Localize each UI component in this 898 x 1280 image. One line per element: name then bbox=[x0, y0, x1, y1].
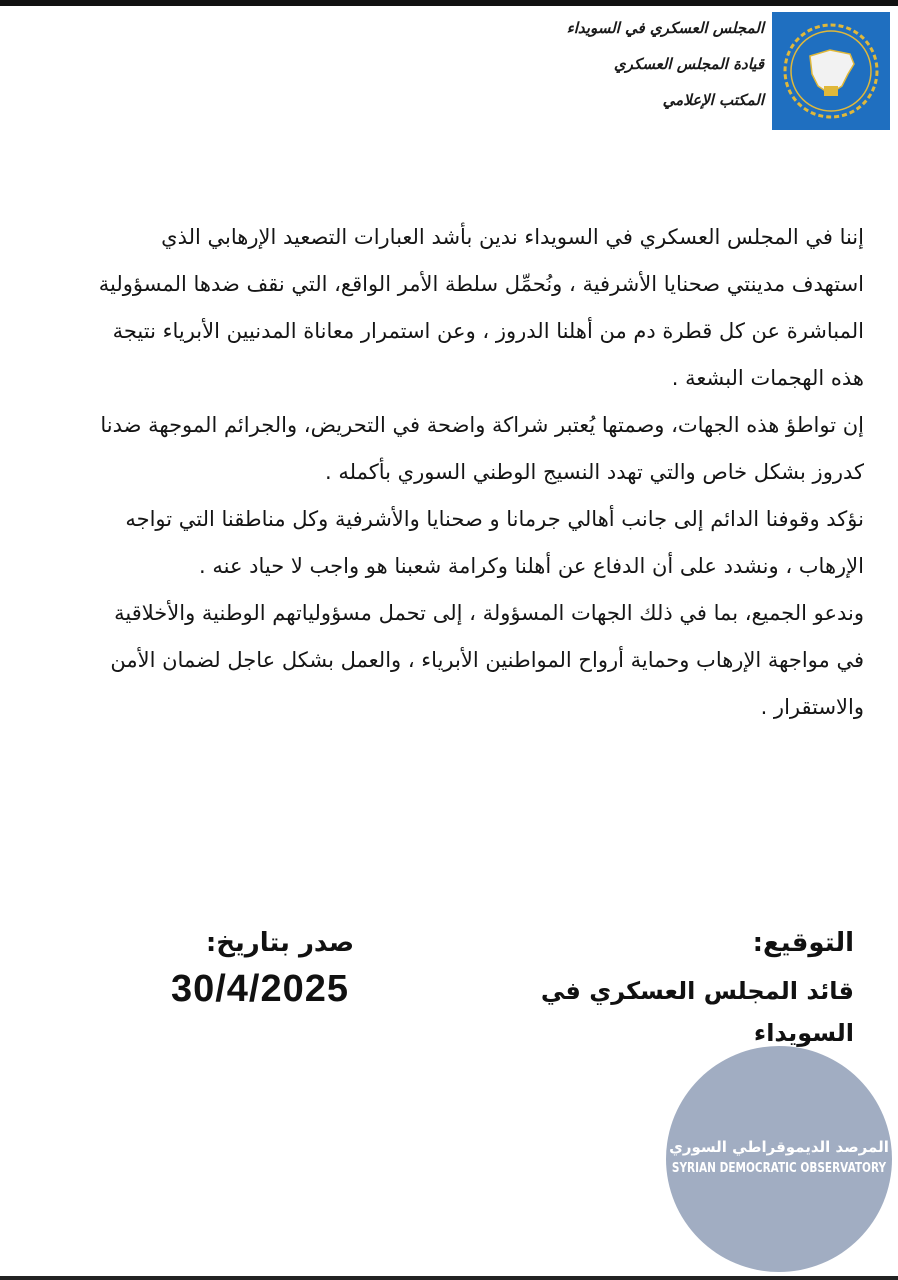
bottom-border bbox=[0, 1276, 898, 1280]
watermark-arabic: المرصد الديموقراطي السوري bbox=[669, 1138, 889, 1156]
header-media-office: المكتب الإعلامي bbox=[662, 91, 764, 109]
statement-paragraph-2: إن تواطؤ هذه الجهات، وصمتها يُعتبر شراكة واضحة في التحريض، والجرائم الموجهة ضدنا كدروز بشكل خاص والتي تهدد النسيج الوطني السوري بأكمله . bbox=[100, 413, 864, 484]
issue-date-value: 30/4/2025 bbox=[170, 968, 350, 1010]
header-command-name: قيادة المجلس العسكري bbox=[613, 55, 764, 73]
statement-paragraph-1: إننا في المجلس العسكري في السويداء ندين بأشد العبارات التصعيد الإرهابي الذي استهدف مدينتي صحنايا الأشرفية ، ونُحمِّل سلطة الأمر الواقع، التي نقف ضدها المسؤولية المباشرة عن كل قطرة دم من أهلنا الدروز ، وعن استمرار معاناة المدنيين الأبرياء نتيجة هذه الهجمات البشعة . bbox=[98, 225, 864, 390]
signature-block bbox=[434, 926, 854, 1054]
syria-map-wreath-emblem-icon bbox=[772, 12, 890, 130]
watermark-english: SYRIAN DEMOCRATIC OBSERVATORY bbox=[671, 1160, 887, 1176]
statement-paragraph-4: وندعو الجميع، بما في ذلك الجهات المسؤولة ، إلى تحمل مسؤولياتهم الوطنية والأخلاقية في مواجهة الإرهاب وحماية أرواح المواطنين الأبرياء ، والعمل بشكل عاجل لضمان الأمن والاستقرار . bbox=[110, 601, 864, 719]
council-logo bbox=[772, 12, 890, 130]
issue-date-block bbox=[140, 926, 380, 1012]
signature-label: التوقيع: bbox=[752, 928, 854, 958]
observatory-watermark bbox=[666, 1046, 892, 1272]
statement-body bbox=[92, 214, 864, 731]
signatory-title: قائد المجلس العسكري في السويداء bbox=[540, 977, 854, 1047]
statement-paragraph-3: نؤكد وقوفنا الدائم إلى جانب أهالي جرمانا و صحنايا والأشرفية وكل مناطقنا التي تواجه الإرهاب ، ونشدد على أن الدفاع عن أهلنا وكرامة شعبنا هو واجب لا حياد عنه . bbox=[125, 507, 864, 578]
top-border bbox=[0, 0, 898, 6]
header-lines bbox=[504, 18, 764, 126]
issue-date-label: صدر بتاريخ: bbox=[205, 928, 355, 958]
header-council-name: المجلس العسكري في السويداء bbox=[566, 19, 764, 37]
